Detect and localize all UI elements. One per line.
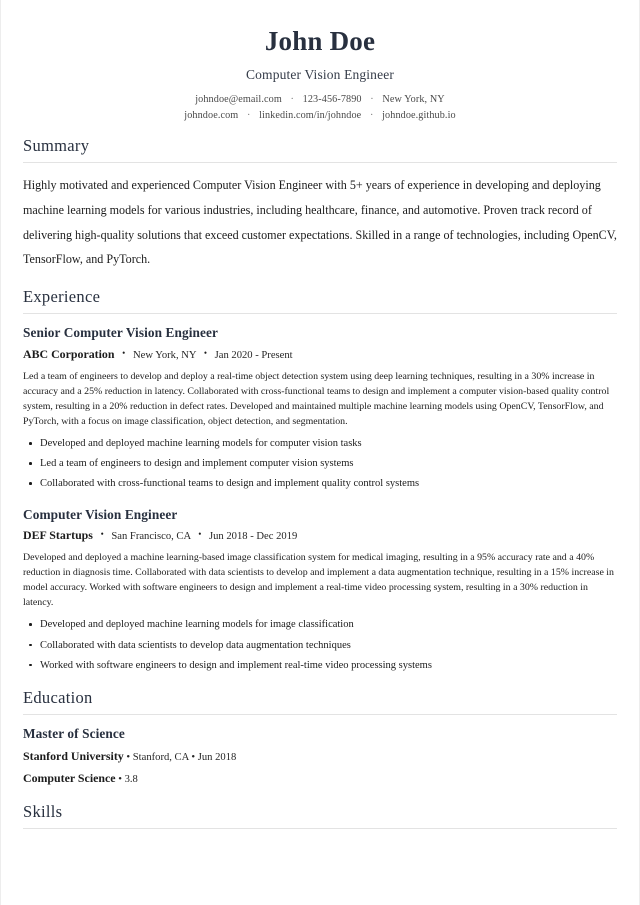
section-title-experience: Experience	[23, 287, 101, 307]
experience-job-title: Computer Vision Engineer	[23, 506, 178, 522]
contact-location: New York, NY	[382, 93, 445, 105]
meta-separator-icon: •	[118, 773, 122, 785]
section-title-education: Education	[23, 688, 93, 708]
experience-dates: Jun 2018 - Dec 2019	[209, 530, 298, 542]
contact-separator-icon: ·	[246, 109, 251, 121]
list-item: Worked with software engineers to design and implement real-time video processing systems	[23, 658, 617, 673]
experience-description: Led a team of engineers to develop and deploy a real-time object detection system using deep learning techniques, resulting in a 30% increase in accuracy and a 25% reduction in latency. Collaborated with cross-functional teams to design and implement a computer vision-based quality control system, resulting in a 20% reduction in defect rates. Developed and maintained multiple machine learning models using OpenCV, TensorFlow, and PyTorch, with a focus on image classification, object detection, and segmentation.	[23, 370, 610, 427]
section-title-summary: Summary	[23, 135, 90, 155]
experience-entry	[23, 324, 617, 491]
contact-separator-icon: ·	[370, 93, 374, 105]
experience-location: New York, NY	[132, 349, 197, 361]
experience-description: Developed and deployed a machine learning-based image classification system for medical imaging, resulting in a 95% accuracy rate and a 40% reduction in diagnosis time. Collaborated with data scientists to develop and implement a data augmentation technique, resulting in a 15% increase in model accuracy. Worked with software engineers to design and implement a real-time video processing system, resulting in a 30% reduction in latency.	[23, 552, 614, 609]
experience-meta	[23, 527, 617, 544]
experience-location: San Francisco, CA	[111, 530, 191, 542]
education-location: Stanford, CA	[132, 751, 189, 763]
section-title-skills: Skills	[23, 802, 63, 822]
summary-text: Highly motivated and experienced Computer Vision Engineer with 5+ years of experience in developing and deploying machine learning models for various industries, including healthcare, finance, and automotive. Proven track record of delivering high-quality solutions that exceed customer expectations. Skilled in a range of technologies, including OpenCV, TensorFlow, and PyTorch.	[23, 178, 617, 267]
education-institution: Stanford University	[23, 748, 124, 763]
meta-separator-icon: •	[126, 751, 131, 763]
list-item: Collaborated with cross-functional teams to design and implement quality control systems	[23, 476, 617, 491]
experience-organization: ABC Corporation	[23, 346, 115, 361]
education-field: Computer Science	[23, 770, 116, 785]
contact-email[interactable]: johndoe@email.com	[195, 93, 282, 105]
contact-phone[interactable]: 123-456-7890	[302, 93, 362, 105]
contact-line-primary	[23, 94, 617, 105]
education-date: Jun 2018	[197, 751, 237, 763]
list-item: Led a team of engineers to design and implement computer vision systems	[23, 456, 617, 471]
experience-job-title: Senior Computer Vision Engineer	[23, 325, 219, 341]
education-meta	[23, 748, 617, 765]
education-entry	[23, 725, 617, 787]
section-summary	[23, 137, 617, 272]
meta-separator-icon: •	[100, 529, 104, 540]
experience-organization: DEF Startups	[23, 527, 93, 542]
experience-highlight-list	[23, 436, 617, 492]
contact-github[interactable]: johndoe.github.io	[382, 109, 456, 121]
contact-line-secondary	[23, 110, 617, 121]
section-experience	[23, 288, 617, 673]
contact-linkedin[interactable]: linkedin.com/in/johndoe	[259, 109, 362, 121]
contact-separator-icon: ·	[290, 93, 295, 105]
education-field-line	[23, 770, 617, 787]
meta-separator-icon: •	[198, 529, 202, 540]
list-item: Collaborated with data scientists to develop data augmentation techniques	[23, 638, 617, 653]
candidate-name: John Doe	[264, 26, 376, 56]
candidate-headline: Computer Vision Engineer	[245, 66, 395, 82]
list-item: Developed and deployed machine learning models for computer vision tasks	[23, 436, 617, 451]
meta-separator-icon: •	[191, 751, 196, 763]
contact-website[interactable]: johndoe.com	[184, 109, 239, 121]
education-degree: Master of Science	[23, 726, 125, 742]
section-education	[23, 689, 617, 787]
contact-separator-icon: ·	[369, 109, 374, 121]
meta-separator-icon: •	[122, 348, 126, 359]
experience-highlight-list	[23, 617, 617, 673]
education-gpa: 3.8	[124, 773, 138, 785]
experience-dates: Jan 2020 - Present	[214, 349, 293, 361]
section-skills	[23, 803, 617, 879]
meta-separator-icon: •	[203, 348, 207, 359]
experience-entry	[23, 506, 617, 673]
experience-meta	[23, 346, 617, 363]
list-item: Developed and deployed machine learning models for image classification	[23, 617, 617, 632]
resume-header	[23, 0, 617, 121]
skills-body	[23, 829, 617, 879]
